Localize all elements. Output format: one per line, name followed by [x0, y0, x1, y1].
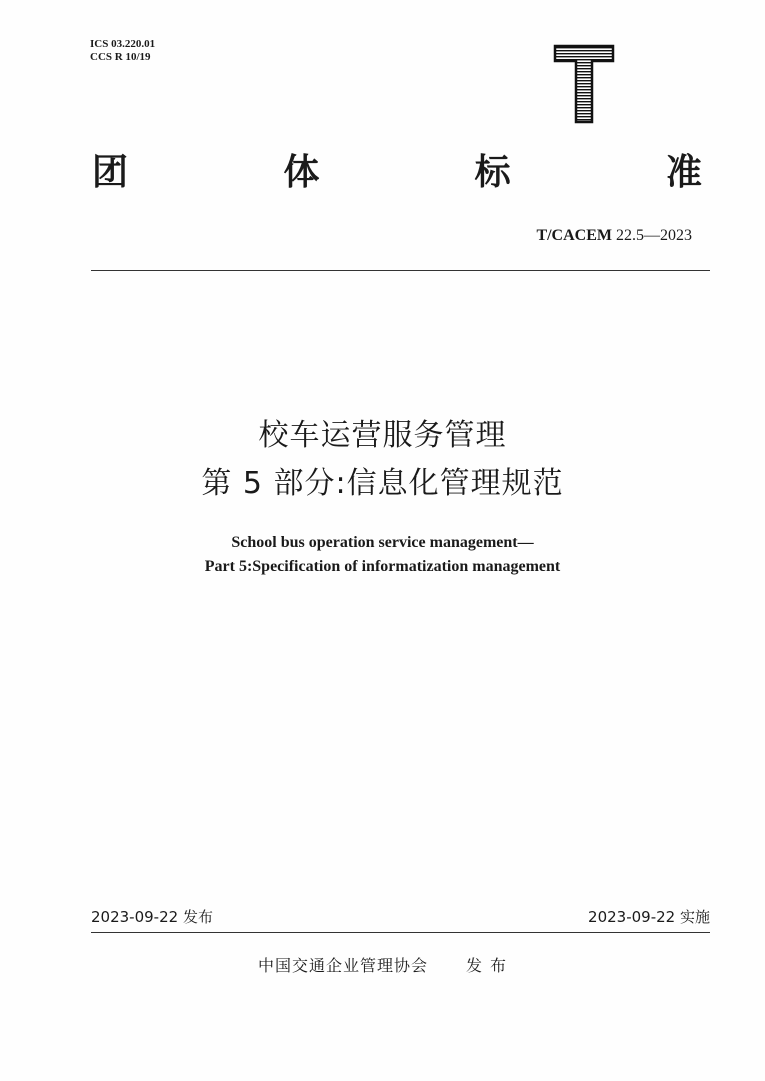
- english-title-line-2: Part 5:Specification of informatization management: [204, 558, 561, 575]
- standard-number-code: 22.5—2023: [612, 227, 692, 244]
- standard-type-char: 体: [283, 152, 320, 193]
- standard-type-char: 准: [665, 152, 702, 193]
- standard-type-heading: [92, 150, 702, 196]
- chinese-title: [0, 412, 765, 508]
- english-title: [0, 531, 765, 579]
- standard-category-logo: [553, 44, 615, 124]
- chinese-title-line-2: 第 5 部分:信息化管理规范: [201, 466, 564, 501]
- standard-type-char: 团: [92, 152, 129, 193]
- footer-divider: [91, 932, 710, 933]
- english-title-line-1: School bus operation service management—: [231, 534, 534, 551]
- publisher-line: [258, 954, 514, 978]
- date-row: [91, 906, 710, 930]
- standard-type-char: 标: [474, 152, 511, 193]
- chinese-title-line-1: 校车运营服务管理: [258, 418, 507, 453]
- publish-date: 2023-09-22 发布: [91, 908, 213, 926]
- header-divider: [91, 270, 710, 271]
- issue-label: 发布: [466, 956, 515, 975]
- standard-number-prefix: T/CACEM: [536, 227, 612, 244]
- ics-code: ICS 03.220.01: [90, 38, 156, 50]
- publisher-name: 中国交通企业管理协会: [258, 956, 429, 975]
- classification-codes: [90, 38, 155, 64]
- t-glyph-letter: T: [582, 110, 586, 116]
- ccs-code: CCS R 10/19: [90, 51, 151, 63]
- standard-number: [536, 226, 692, 246]
- implementation-date: 2023-09-22 实施: [588, 908, 710, 926]
